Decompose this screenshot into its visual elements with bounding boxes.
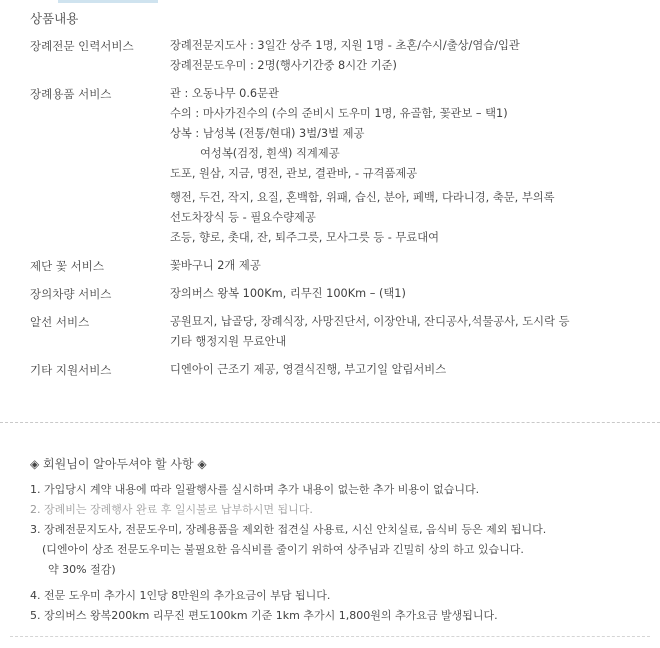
notice-item: 3. 장례전문지도사, 전문도우미, 장례용품을 제외한 접견실 사용료, 시신 안치실료, 음식비 등은 제외 됩니다. <box>30 523 547 536</box>
service-line: 장례전문도우미 : 2명(행사기간중 8시간 기준) <box>170 59 397 72</box>
service-items <box>170 256 650 276</box>
service-row-vehicle <box>30 284 650 304</box>
section-title: 상품내용 <box>30 11 79 26</box>
service-line: 장의버스 왕복 100Km, 리무진 100Km – (택1) <box>170 287 406 300</box>
notice-item: 1. 가입당시 계약 내용에 따라 일괄행사를 실시하며 추가 내용이 없는한 추가 비용이 없습니다. <box>30 483 480 496</box>
service-label: 장례용품 서비스 <box>30 87 112 101</box>
notice-item: 약 30% 절감) <box>48 563 116 576</box>
service-row-other <box>30 360 650 380</box>
service-line: 관 : 오동나무 0.6문관 <box>170 87 279 100</box>
service-line: 도포, 원삼, 지금, 명전, 관보, 결관바, - 규격품제공 <box>170 167 418 180</box>
service-line: 꽃바구니 2개 제공 <box>170 259 261 272</box>
notice-item: (디엔아이 상조 전문도우미는 불필요한 음식비를 줄이기 위하여 상주님과 긴밀히 상의 하고 있습니다. <box>42 543 524 556</box>
service-table <box>30 36 650 388</box>
service-line: 디엔아이 근조기 제공, 영결식진행, 부고기일 알림서비스 <box>170 363 447 376</box>
notice-title: ◈ 회원님이 알아두셔야 할 사항 ◈ <box>30 457 207 471</box>
service-row-brokerage <box>30 312 650 352</box>
service-label: 장례전문 인력서비스 <box>30 39 134 53</box>
service-line: 행전, 두건, 작지, 요질, 혼백함, 위패, 습신, 분아, 페백, 다라니경, 축문, 부의록 <box>170 191 555 204</box>
bottom-divider <box>10 636 650 637</box>
service-items <box>170 36 650 76</box>
section-divider <box>0 422 660 423</box>
service-items <box>170 360 650 380</box>
service-line: 장례전문지도사 : 3일간 상주 1명, 지원 1명 - 초혼/수시/출상/염습/입관 <box>170 39 520 52</box>
notice-item: 5. 장의버스 왕복200km 리무진 편도100km 기준 1km 추가시 1,800원의 추가요금 발생됩니다. <box>30 609 498 622</box>
service-line: 상복 : 남성복 (전통/현대) 3벌/3벌 제공 <box>170 127 365 140</box>
service-label: 장의차량 서비스 <box>30 287 112 301</box>
service-row-supplies <box>30 84 650 248</box>
service-line: 조등, 향로, 촛대, 잔, 퇴주그릇, 모사그릇 등 - 무료대여 <box>170 231 440 244</box>
service-line: 여성복(검정, 흰색) 직계제공 <box>200 147 340 160</box>
top-accent-bar <box>58 0 158 3</box>
service-items <box>170 312 650 352</box>
service-row-flowers <box>30 256 650 276</box>
service-label: 기타 지원서비스 <box>30 363 112 377</box>
service-line: 기타 행정지원 무료안내 <box>170 335 287 348</box>
notice-item: 2. 장례비는 장례행사 완료 후 일시불로 납부하시면 됩니다. <box>30 503 313 516</box>
notice-item: 4. 전문 도우미 추가시 1인당 8만원의 추가요금이 부담 됩니다. <box>30 589 331 602</box>
service-line: 공원묘지, 납골당, 장례식장, 사망진단서, 이장안내, 잔디공사,석물공사, 도시락 등 <box>170 315 570 328</box>
service-label: 제단 꽃 서비스 <box>30 259 104 273</box>
service-items <box>170 84 650 248</box>
service-items <box>170 284 650 304</box>
service-label: 알선 서비스 <box>30 315 90 329</box>
service-line: 수의 : 마사가진수의 (수의 준비시 도우미 1명, 유골함, 꽃관보 – 택1) <box>170 107 508 120</box>
member-notice <box>30 455 650 626</box>
service-line: 선도차장식 등 - 필요수량제공 <box>170 211 316 224</box>
service-row-staff <box>30 36 650 76</box>
